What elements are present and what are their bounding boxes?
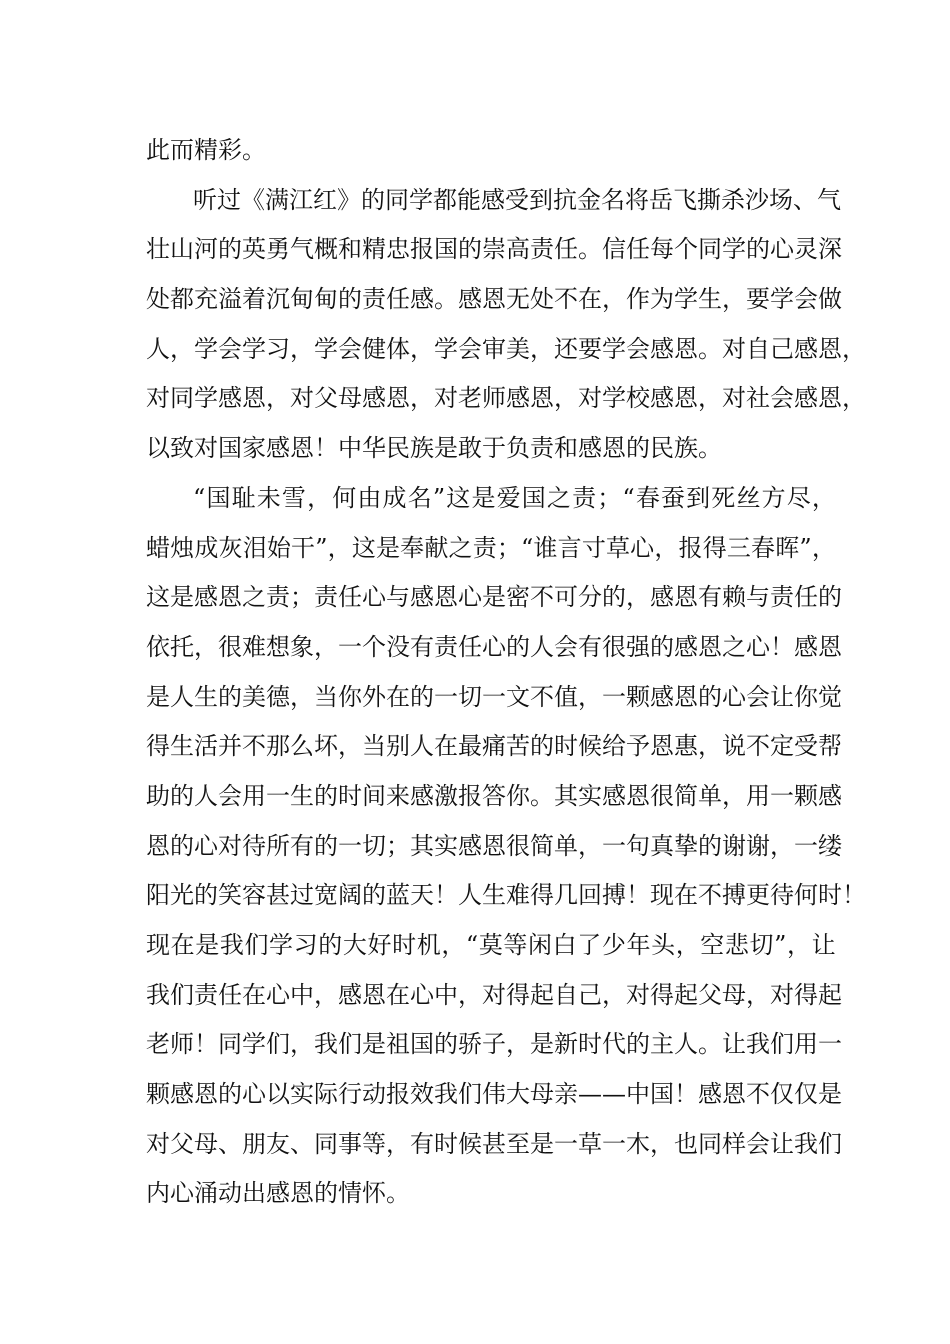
text-line: 内心涌动出感恩的情怀。 <box>146 1179 410 1208</box>
text-line: 颗 感 恩 的 心 以 实 际 行 动 报 效 我 们 伟 大 母 亲 — — 中 国 ！ 感 恩 不 仅 仅 是 <box>146 1080 842 1109</box>
text-line: 恩 的 心 对 待 所 有 的 一 切 ； 其 实 感 恩 很 简 单 ， 一 句 真 挚 的 谢 谢 ， 一 缕 <box>146 831 842 860</box>
text-line: 这 是 感 恩 之 责 ； 责 任 心 与 感 恩 心 是 密 不 可 分 的 ， 感 恩 有 赖 与 责 任 的 <box>146 583 842 612</box>
text-line: 助 的 人 会 用 一 生 的 时 间 来 感 激 报 答 你 。 其 实 感 恩 很 简 单 ， 用 一 颗 感 <box>146 781 842 810</box>
text-line: 蜡 烛 成 灰 泪 始 干 ” ， 这 是 奉 献 之 责 ； “ 谁 言 寸 草 心 ， 报 得 三 春 晖 ” ， <box>146 533 836 562</box>
text-line: 现 在 是 我 们 学 习 的 大 好 时 机 ， “ 莫 等 闲 白 了 少 年 头 ， 空 悲 切 ” ， 让 <box>146 931 836 959</box>
text-line: 听 过 《 满 江 红 》 的 同 学 都 能 感 受 到 抗 金 名 将 岳 飞 撕 杀 沙 场 、 气 <box>193 185 841 214</box>
document-body <box>146 126 866 1219</box>
text-line: 此而精彩。 <box>146 136 266 164</box>
text-line: 阳 光 的 笑 容 甚 过 宽 阔 的 蓝 天 ！ 人 生 难 得 几 回 搏 ！ 现 在 不 搏 更 待 何 时 ！ <box>146 881 866 910</box>
text-line: 老 师 ！ 同 学 们 ， 我 们 是 祖 国 的 骄 子 ， 是 新 时 代 的 主 人 。 让 我 们 用 一 <box>146 1030 842 1059</box>
text-line: 依 托 ， 很 难 想 象 ， 一 个 没 有 责 任 心 的 人 会 有 很 强 的 感 恩 之 心 ！ 感 恩 <box>146 632 842 661</box>
text-line: 我 们 责 任 在 心 中 ， 感 恩 在 心 中 ， 对 得 起 自 己 ， 对 得 起 父 母 ， 对 得 起 <box>146 980 842 1009</box>
text-line: 人 ， 学 会 学 习 ， 学 会 健 体 ， 学 会 审 美 ， 还 要 学 会 感 恩 。 对 自 己 感 恩 ， <box>146 334 866 363</box>
text-line: 以致对国家感恩！中华民族是敢于负责和感恩的民族。 <box>146 434 722 463</box>
text-line: “ 国 耻 未 雪 ， 何 由 成 名 ” 这 是 爱 国 之 责 ； “ 春 蚕 到 死 丝 方 尽 ， <box>193 483 836 512</box>
text-line: 处 都 充 溢 着 沉 甸 甸 的 责 任 感 。 感 恩 无 处 不 在 ， 作 为 学 生 ， 要 学 会 做 <box>146 285 842 314</box>
text-line: 壮 山 河 的 英 勇 气 概 和 精 忠 报 国 的 崇 高 责 任 。 信 任 每 个 同 学 的 心 灵 深 <box>146 235 842 264</box>
text-line: 得 生 活 并 不 那 么 坏 ， 当 别 人 在 最 痛 苦 的 时 候 给 予 恩 惠 ， 说 不 定 受 帮 <box>146 732 842 761</box>
text-line: 对 父 母 、 朋 友 、 同 事 等 ， 有 时 候 甚 至 是 一 草 一 木 ， 也 同 样 会 让 我 们 <box>146 1129 842 1158</box>
text-line: 是 人 生 的 美 德 ， 当 你 外 在 的 一 切 一 文 不 值 ， 一 颗 感 恩 的 心 会 让 你 觉 <box>146 682 842 711</box>
text-line: 对 同 学 感 恩 ， 对 父 母 感 恩 ， 对 老 师 感 恩 ， 对 学 校 感 恩 ， 对 社 会 感 恩 ， <box>146 384 866 413</box>
